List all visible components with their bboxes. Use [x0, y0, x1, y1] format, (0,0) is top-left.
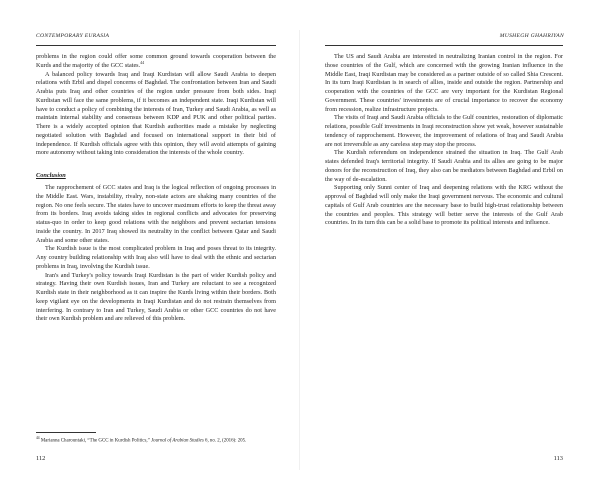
- paragraph: The Kurdish referendum on independence strained the situation in Iraq. The Gulf Arab states defended Iraq's territorial integrity. If Saudi Arabia and its allies are going to be major donors for the reconstruction of Iraq, they also can be mediators between Baghdad and Erbil on the way of de-escalation.: [325, 149, 563, 183]
- running-head-left: CONTEMPORARY EURASIA: [36, 33, 110, 39]
- footnote-details: 6, no. 2, (2016): 205.: [205, 438, 247, 444]
- paragraph: Supporting only Sunni center of Iraq and deepening relations with the KRG without the approval of Baghdad will only make the Iraqi government nervous. The economic and cultural capitals of Gulf Arab countries are the necessary base to build high-trust relationship between the countries and peoples. This strategy will better serve the interests of the Gulf Arab countries. In its turn this can be a solid base to promote its political interests and influence.: [325, 184, 563, 227]
- right-page: [300, 0, 600, 499]
- footnote-journal: Journal of Arabian Studies: [151, 438, 204, 444]
- right-column: [325, 53, 563, 228]
- paragraph: The US and Saudi Arabia are interested in neutralizing Iranian control in the region. For those countries of the Gulf, which are concerned with the growing Iranian influence in the Middle East, Iraqi Kurdistan may be considered as a partner outside of so called Shia Crescent. In its turn Iraqi Kurdistan is in search of allies, inside and outside the region. Partnership and cooperation with the countries of the GCC are very important for the Kurdistan Regional Government. These countries' investments are of crucial importance to recover the economy from recession, realize infrastructure projects.: [325, 53, 563, 113]
- paragraph: A balanced policy towards Iraq and Iraqi Kurdistan will allow Saudi Arabia to deepen relations with Erbil and dispel concerns of Baghdad. The confrontation between Iran and Saudi Arabia puts Iraq and other countries of the region under pressure from both sides. Iraqi Kurdistan will face the same problems, if it becomes an independent state. Iraqi Kurdistan will have to conduct a policy of combining the interests of Iran, Turkey and Saudi Arabia, as well as maintain internal stability and consensus between KDP and PUK and other political parties. There is a widely accepted opinion that Kurdish authorities made a mistake by neglecting negotiated solution with Baghdad and focused on international support in their bid of independence. If Kurdish officials agree with this opinion, they will avoid attempts of gaining more autonomy without taking into consideration the interests of the whole country.: [36, 70, 276, 157]
- footnote-reference[interactable]: 44: [140, 59, 145, 65]
- paragraph: The Kurdish issue is the most complicated problem in Iraq and poses threat to its integrity. Any country building relationship with Iraq also will have to deal with the ethnic and sectarian problems in Iraq, involving the Kurdish issue.: [36, 245, 276, 270]
- page-number-right: 113: [553, 455, 563, 462]
- running-head-right: MUSHEGH GHAHRIYAN: [499, 33, 564, 39]
- header-rule-right: [325, 45, 563, 46]
- footnote-author: Marianna Charountaki, “The GCC in Kurdish Politics,”: [40, 438, 150, 444]
- footnote-rule: [36, 432, 96, 433]
- section-heading-conclusion: Conclusion: [36, 172, 66, 179]
- left-column: [36, 53, 276, 324]
- footnote-number: 44: [36, 436, 40, 440]
- paragraph: The rapprochement of GCC states and Iraq is the logical reflection of ongoing processes in the Middle East. Wars, instability, rivalry, non-state actors are shaking many countries of the region. No one feels secure. The states have to uncover maximum efforts to keep the threat away from its borders. Iraq avoids taking sides in regional conflicts and advocates for preserving status-quo in order to keep good relations with the neighbors and prevent sectarian tensions inside the country. In 2017 Iraq showed its neutrality in the conflict between Qatar and Saudi Arabia and some other states.: [36, 184, 276, 244]
- paragraph: The visits of Iraqi and Saudi Arabia officials to the Gulf countries, restoration of diplomatic relations, possible Gulf investments in Iraqi reconstruction show yet weak, however sustainable tendency of rapprochement. However, the improvement of relations of Iraq and Saudi Arabia are not irreversible as any careless step may stop the process.: [325, 114, 563, 148]
- page-number-left: 112: [36, 455, 46, 462]
- paragraph: problems in the region could offer some common ground towards cooperation between the Kurds and the majority of the GCC states.$^{44}$: [36, 53, 276, 69]
- header-rule-left: [36, 45, 276, 46]
- paragraph: Iran's and Turkey's policy towards Iraqi Kurdistan is the part of wider Kurdish policy and strategy. Having their own Kurdish issues, Iran and Turkey are reluctant to see a recognized Kurdish state in their neighborhood as it can inspire the Kurds living within their borders. Both keep vigilant eye on the developments in Iraqi Kurdistan and do not restrain themselves from interfering. In contrary to Iran and Turkey, Saudi Arabia or other GCC countries do not have their own Kurdish problem and are relieved of this problem.: [36, 271, 276, 323]
- footnote: [36, 435, 276, 445]
